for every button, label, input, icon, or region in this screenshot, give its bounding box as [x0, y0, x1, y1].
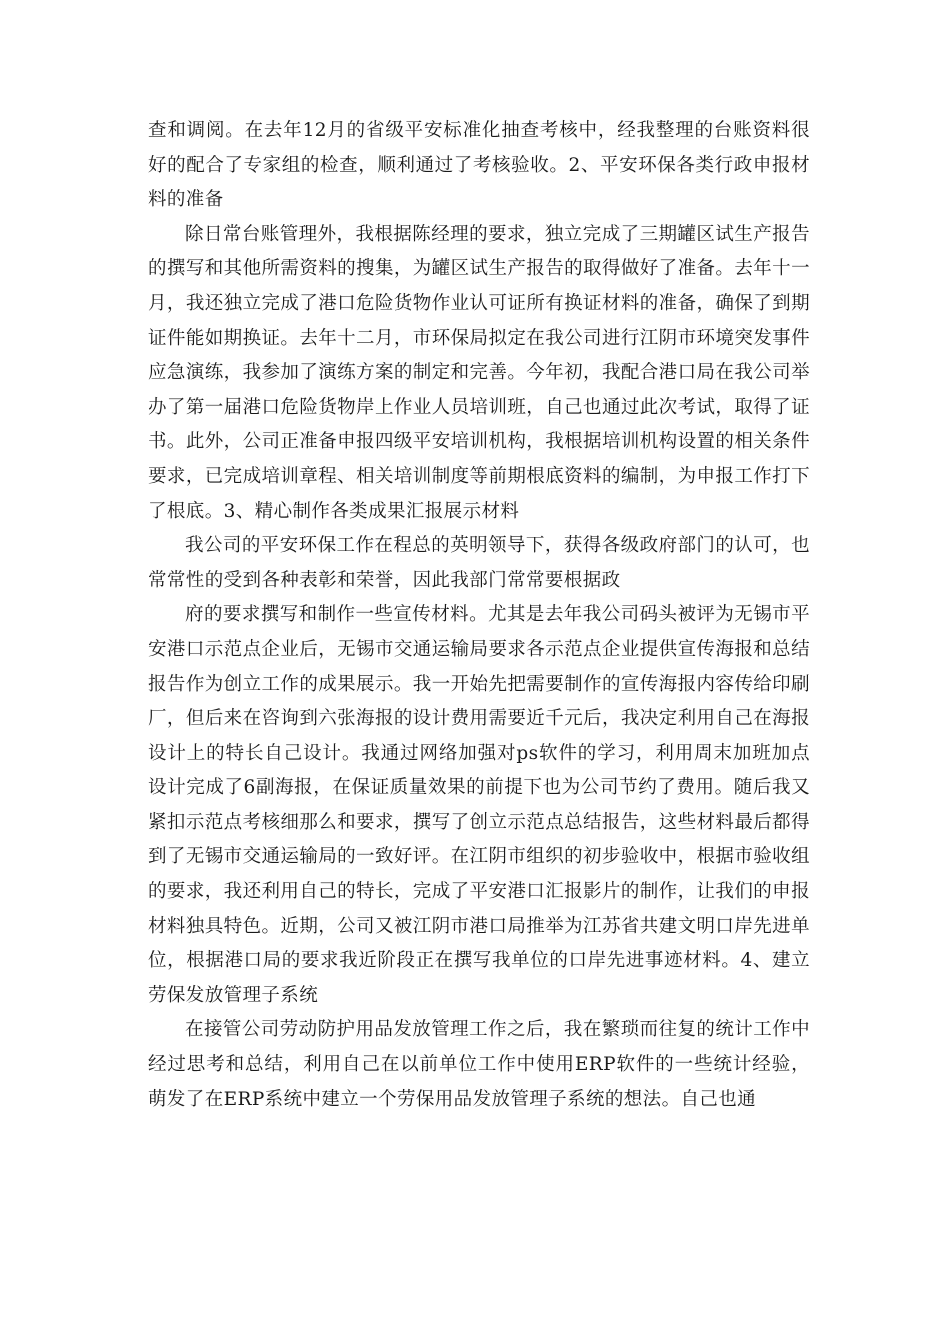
- paragraph-3: 我公司的平安环保工作在程总的英明领导下，获得各级政府部门的认可，也常常性的受到各种表彰和荣誉，因此我部门常常要根据政: [148, 535, 810, 591]
- paragraph-2: 除日常台账管理外，我根据陈经理的要求，独立完成了三期罐区试生产报告的撰写和其他所需资料的搜集，为罐区试生产报告的取得做好了准备。去年十一月，我还独立完成了港口危险货物作业认可证所有换证材料的准备，确保了到期证件能如期换证。去年十二月，市环保局拟定在我公司进行江阴市环境突发事件应急演练，我参加了演练方案的制定和完善。今年初，我配合港口局在我公司举办了第一届港口危险货物岸上作业人员培训班，自己也通过此次考试，取得了证书。此外，公司正准备申报四级平安培训机构，我根据培训机构设置的相关条件要求，已完成培训章程、相关培训制度等前期根底资料的编制，为申报工作打下了根底。3、精心制作各类成果汇报展示材料: [148, 223, 810, 522]
- paragraph-5: 在接管公司劳动防护用品发放管理工作之后，我在繁琐而往复的统计工作中经过思考和总结，利用自己在以前单位工作中使用ERP软件的一些统计经验，萌发了在ERP系统中建立一个劳保用品发放管理子系统的想法。自己也通: [148, 1019, 810, 1110]
- paragraph-1: 查和调阅。在去年12月的省级平安标准化抽查考核中，经我整理的台账资料很好的配合了专家组的检查，顺利通过了考核验收。2、平安环保各类行政申报材料的准备: [148, 120, 810, 211]
- body-text: [148, 114, 810, 1117]
- paragraph-4: 府的要求撰写和制作一些宣传材料。尤其是去年我公司码头被评为无锡市平安港口示范点企业后，无锡市交通运输局要求各示范点企业提供宣传海报和总结报告作为创立工作的成果展示。我一开始先把需要制作的宣传海报内容传给印刷厂，但后来在咨询到六张海报的设计费用需要近千元后，我决定利用自己在海报设计上的特长自己设计。我通过网络加强对ps软件的学习，利用周末加班加点设计完成了6副海报，在保证质量效果的前提下也为公司节约了费用。随后我又紧扣示范点考核细那么和要求，撰写了创立示范点总结报告，这些材料最后都得到了无锡市交通运输局的一致好评。在江阴市组织的初步验收中，根据市验收组的要求，我还利用自己的特长，完成了平安港口汇报影片的制作，让我们的申报材料独具特色。近期，公司又被江阴市港口局推举为江苏省共建文明口岸先进单位，根据港口局的要求我近阶段正在撰写我单位的口岸先进事迹材料。4、建立劳保发放管理子系统: [148, 604, 810, 1006]
